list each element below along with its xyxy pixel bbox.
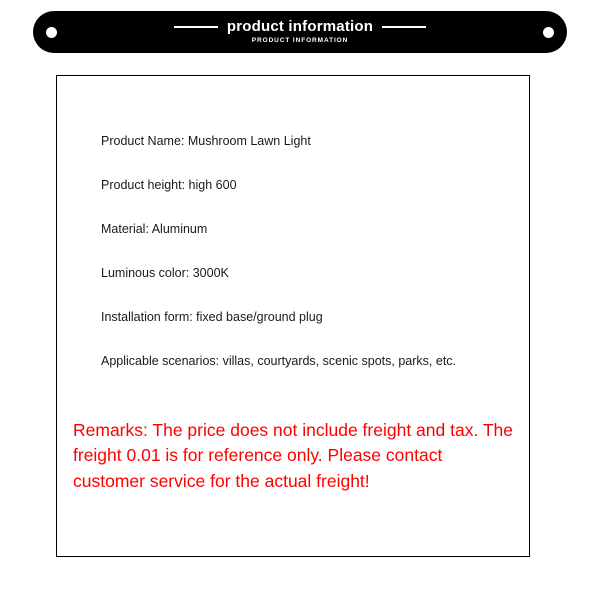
banner-left-rule — [174, 26, 218, 28]
banner-left-dot-icon — [46, 27, 57, 38]
specification-list — [101, 134, 509, 368]
spec-item-product-height: Product height: high 600 — [101, 178, 237, 192]
banner-right-rule — [382, 26, 426, 28]
spec-item-luminous-color: Luminous color: 3000K — [101, 266, 229, 280]
spec-item-material: Material: Aluminum — [101, 222, 208, 236]
spec-item-installation-form: Installation form: fixed base/ground plug — [101, 310, 323, 324]
banner-subtitle: PRODUCT INFORMATION — [251, 37, 349, 45]
banner-right-dot-icon — [543, 27, 554, 38]
spec-item-product-name: Product Name: Mushroom Lawn Light — [101, 134, 311, 148]
information-box — [56, 75, 530, 557]
banner-title: product information — [226, 18, 374, 36]
header-banner — [33, 11, 567, 53]
banner-content — [174, 19, 426, 45]
remarks-note: Remarks: The price does not include freight and tax. The freight 0.01 is for reference only. Please contact customer service for the actual freight! — [73, 420, 514, 491]
spec-item-applicable-scenarios: Applicable scenarios: villas, courtyards, scenic spots, parks, etc. — [101, 354, 457, 368]
banner-title-row — [174, 19, 426, 34]
